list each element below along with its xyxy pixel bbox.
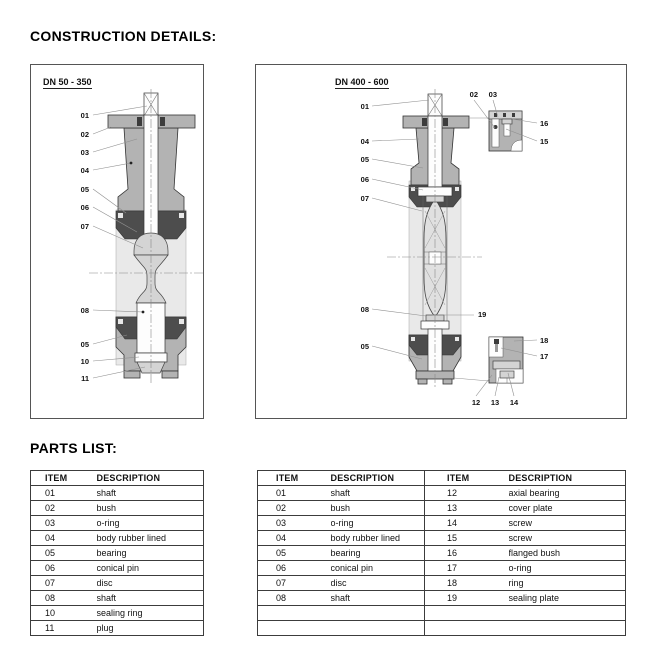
bearing-notch (455, 187, 459, 191)
bearing-notch (118, 213, 123, 218)
part-number-label: 08 (360, 305, 369, 314)
part-number-label: 05 (80, 340, 89, 349)
part-number-label: 07 (80, 222, 89, 231)
column-header: DESCRIPTION (97, 471, 204, 486)
bearing-notch (455, 337, 459, 341)
bush-part (160, 117, 165, 126)
part-number-label: 18 (540, 336, 549, 345)
diagram-box-dn400-600 (255, 64, 627, 419)
table-row (258, 561, 626, 576)
table-cell: flanged bush (509, 546, 626, 561)
table-cell (509, 621, 626, 636)
table-cell: o-ring (97, 516, 204, 531)
table-cell (509, 606, 626, 621)
detail-reference-line (454, 378, 489, 381)
part-number-label: 19 (478, 310, 487, 319)
table-row (258, 606, 626, 621)
parts-table-dn50-350 (30, 470, 204, 636)
detail-tick (503, 113, 506, 117)
bush-part (137, 117, 142, 126)
part-number-label: 17 (540, 352, 549, 361)
table-cell: shaft (97, 591, 204, 606)
table-cell: screw (509, 531, 626, 546)
leader-line (93, 163, 131, 170)
bush-part (422, 118, 427, 126)
bush-part (443, 118, 448, 126)
table-cell (425, 606, 509, 621)
part-number-label: 13 (490, 398, 500, 407)
column-header: ITEM (425, 471, 509, 486)
table-cell: 08 (258, 591, 331, 606)
part-number-label: 16 (540, 119, 549, 128)
table-row (258, 531, 626, 546)
table-cell: conical pin (331, 561, 425, 576)
part-number-label: 04 (80, 166, 89, 175)
part-number-label: 15 (540, 137, 549, 146)
table-cell: 13 (425, 501, 509, 516)
table-cell: 16 (425, 546, 509, 561)
table-cell: ring (509, 576, 626, 591)
table-row (258, 591, 626, 606)
bearing-notch (118, 319, 123, 324)
table-cell: 01 (258, 486, 331, 501)
table-row (31, 546, 204, 561)
table-cell: bush (97, 501, 204, 516)
table-cell (331, 606, 425, 621)
table-cell: 17 (425, 561, 509, 576)
table-row (31, 516, 204, 531)
table-row (31, 501, 204, 516)
table-cell (258, 606, 331, 621)
table-cell: sealing ring (97, 606, 204, 621)
table-cell: o-ring (331, 516, 425, 531)
table-cell: 10 (31, 606, 97, 621)
table-cell: sealing plate (509, 591, 626, 606)
table-cell: disc (331, 576, 425, 591)
table-cell (331, 621, 425, 636)
table-cell: 01 (31, 486, 97, 501)
part-number-label: 08 (80, 306, 89, 315)
header-row (258, 471, 626, 486)
table-row (258, 501, 626, 516)
leader-dot (142, 311, 145, 314)
cover-plate-part (500, 371, 514, 378)
leader-line (372, 139, 419, 141)
leader-line (372, 159, 423, 168)
bearing-notch (179, 213, 184, 218)
table-row (258, 516, 626, 531)
table-row (31, 591, 204, 606)
table-cell: cover plate (509, 501, 626, 516)
table-cell: bush (331, 501, 425, 516)
table-cell: 06 (31, 561, 97, 576)
part-number-label: 03 (488, 90, 497, 99)
table-cell: 03 (258, 516, 331, 531)
table-row (31, 606, 204, 621)
part-number-label: 14 (509, 398, 519, 407)
detail-tick (512, 113, 515, 117)
table-row (31, 576, 204, 591)
diagram-dn50-350-caption: DN 50 - 350 (43, 77, 92, 87)
column-header: ITEM (31, 471, 97, 486)
column-header: DESCRIPTION (509, 471, 626, 486)
part-number-label: 11 (81, 374, 89, 383)
leader-dot (130, 162, 133, 165)
table-cell: 06 (258, 561, 331, 576)
part-number-label: 05 (360, 155, 369, 164)
part-number-label: 05 (360, 342, 369, 351)
leader-line (93, 127, 111, 134)
table-cell: 15 (425, 531, 509, 546)
table-cell: axial bearing (509, 486, 626, 501)
table-cell: shaft (97, 486, 204, 501)
detail-top-view (489, 111, 522, 151)
detail-bottom-view (489, 337, 523, 383)
table-cell: bearing (331, 546, 425, 561)
part-number-label: 10 (80, 357, 89, 366)
part-number-label: 04 (360, 137, 369, 146)
table-row (31, 486, 204, 501)
table-cell: 02 (258, 501, 331, 516)
bush-channel (492, 119, 499, 147)
part-number-label: 06 (80, 203, 89, 212)
table-cell: 07 (31, 576, 97, 591)
table-cell: 07 (258, 576, 331, 591)
bearing-notch (179, 319, 184, 324)
column-header: ITEM (258, 471, 331, 486)
table-row (258, 621, 626, 636)
table-cell: 03 (31, 516, 97, 531)
table-cell: 04 (31, 531, 97, 546)
table-cell: 05 (258, 546, 331, 561)
table-cell: 11 (31, 621, 97, 636)
part-number-label: 07 (360, 194, 369, 203)
table-row (31, 561, 204, 576)
housing-foot (443, 379, 452, 384)
bearing-notch (411, 337, 415, 341)
leader-line (476, 375, 492, 396)
leader-line (372, 100, 429, 106)
table-cell: 14 (425, 516, 509, 531)
table-cell: conical pin (97, 561, 204, 576)
leader-line (93, 106, 147, 115)
table-cell: body rubber lined (331, 531, 425, 546)
housing-foot (418, 379, 427, 384)
table-row (258, 486, 626, 501)
table-cell: shaft (331, 486, 425, 501)
table-cell: bearing (97, 546, 204, 561)
column-header: DESCRIPTION (331, 471, 425, 486)
valve-drawing-dn400-600 (256, 65, 626, 418)
table-row (258, 576, 626, 591)
construction-details-title: CONSTRUCTION DETAILS: (30, 28, 217, 44)
table-cell: o-ring (509, 561, 626, 576)
part-number-label: 01 (360, 102, 369, 111)
ring-part (494, 339, 499, 344)
table-cell: body rubber lined (97, 531, 204, 546)
part-number-label: 12 (471, 398, 481, 407)
table-cell (258, 621, 331, 636)
flanged-bush-part (502, 119, 512, 124)
part-number-label: 02 (80, 130, 89, 139)
table-cell (425, 621, 509, 636)
table-row (31, 531, 204, 546)
table-cell: plug (97, 621, 204, 636)
table-cell: 02 (31, 501, 97, 516)
table-row (31, 621, 204, 636)
part-number-label: 06 (360, 175, 369, 184)
diagram-box-dn50-350 (30, 64, 204, 419)
table-cell: 08 (31, 591, 97, 606)
valve-drawing-dn50-350 (31, 65, 203, 418)
diagram-dn400-600-caption: DN 400 - 600 (335, 77, 389, 87)
part-number-label: 02 (469, 90, 478, 99)
table-cell: screw (509, 516, 626, 531)
table-cell: 04 (258, 531, 331, 546)
parts-table-dn400-600 (257, 470, 626, 636)
housing-foot (124, 371, 140, 378)
table-cell: 12 (425, 486, 509, 501)
table-cell: 05 (31, 546, 97, 561)
table-row (258, 546, 626, 561)
part-number-label: 05 (80, 185, 89, 194)
o-ring-part (495, 344, 498, 352)
table-cell: 19 (425, 591, 509, 606)
header-row (31, 471, 204, 486)
housing-foot (162, 371, 178, 378)
part-number-label: 03 (80, 148, 89, 157)
detail-tick (494, 113, 497, 117)
part-number-label: 01 (80, 111, 89, 120)
axial-bearing-part (493, 361, 520, 369)
table-cell: disc (97, 576, 204, 591)
table-cell: shaft (331, 591, 425, 606)
table-cell: 18 (425, 576, 509, 591)
parts-list-title: PARTS LIST: (30, 440, 118, 456)
